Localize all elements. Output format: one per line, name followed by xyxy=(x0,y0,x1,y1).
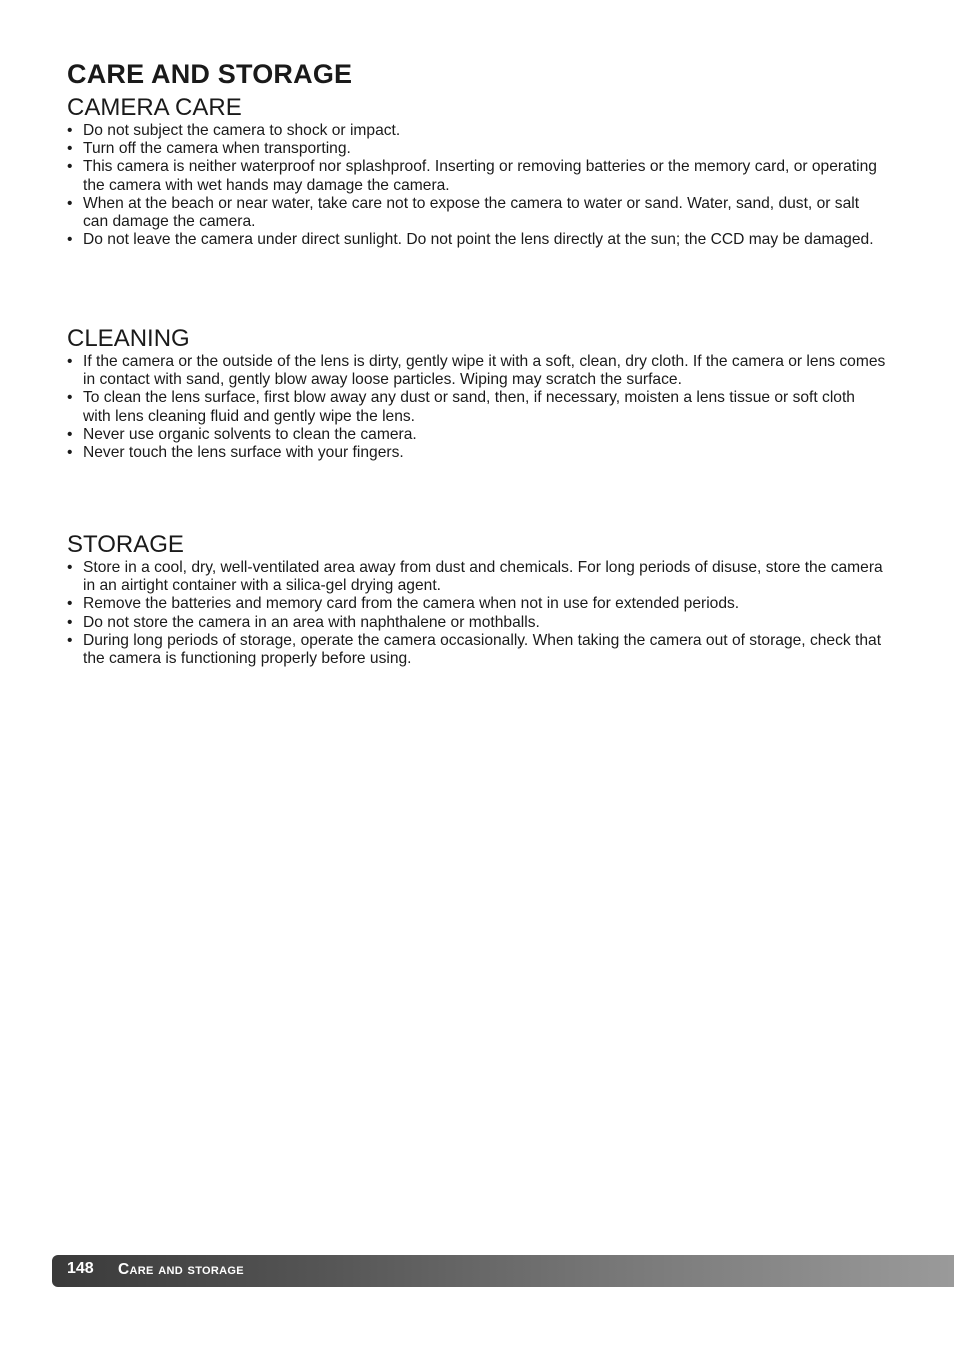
bullet-icon: • xyxy=(67,444,73,462)
list-item: • Do not subject the camera to shock or impact. xyxy=(67,122,401,139)
bullet-icon: • xyxy=(67,425,73,443)
list-item: • Never use organic solvents to clean the camera. xyxy=(67,425,417,443)
list-item: • Turn off the camera when transporting. xyxy=(67,140,351,158)
list-item: • Store in a cool, dry, well-ventilated area away from dust and chemicals. For long periods of disuse, store the camera in an airtight container with a silica-gel drying agent. xyxy=(67,559,883,595)
list-item: • This camera is neither waterproof nor splashproof. Inserting or removing batteries or the memory card, or operating the camera with wet hands may damage the camera. xyxy=(67,158,877,194)
section-camera-care xyxy=(67,94,887,249)
bullet-icon: • xyxy=(67,122,73,139)
list-item: • If the camera or the outside of the lens is dirty, gently wipe it with a soft, clean, dry cloth. If the camera or lens comes in contact with sand, gently blow away loose particles. Wiping may scratch the surface. xyxy=(67,353,886,389)
list-item: • To clean the lens surface, first blow away any dust or sand, then, if necessary, moisten a lens tissue or soft cloth with lens cleaning fluid and gently wipe the lens. xyxy=(67,389,855,425)
bullet-icon: • xyxy=(67,140,73,158)
section-storage xyxy=(67,531,887,668)
bullet-icon: • xyxy=(67,353,73,370)
bullet-icon: • xyxy=(67,158,73,176)
list-item: • Never touch the lens surface with your fingers. xyxy=(67,444,404,462)
bullet-list-camera-care xyxy=(67,122,887,249)
section-cleaning xyxy=(67,325,887,462)
bullet-icon: • xyxy=(67,559,73,576)
bullet-icon: • xyxy=(67,194,73,212)
footer-page-number: 148 xyxy=(67,1260,94,1277)
bullet-icon: • xyxy=(67,613,73,631)
bullet-icon: • xyxy=(67,389,73,407)
page-title: CARE AND STORAGE xyxy=(67,59,353,89)
bullet-icon: • xyxy=(67,631,73,649)
list-item: • Do not store the camera in an area with naphthalene or mothballs. xyxy=(67,613,540,631)
bullet-list-storage xyxy=(67,559,887,668)
bullet-list-cleaning xyxy=(67,353,887,462)
section-heading-cleaning: CLEANING xyxy=(67,325,190,352)
bullet-icon: • xyxy=(67,231,73,249)
list-item: • When at the beach or near water, take care not to expose the camera to water or sand. Water, sand, dust, or salt can damage the camera. xyxy=(67,194,860,231)
section-heading-storage: STORAGE xyxy=(67,531,184,558)
footer-section-label: Care and storage xyxy=(118,1261,244,1278)
list-item: • During long periods of storage, operate the camera occasionally. When taking the camera out of storage, check that the camera is functioning properly before using. xyxy=(67,631,882,668)
list-item: • Remove the batteries and memory card from the camera when not in use for extended periods. xyxy=(67,595,740,613)
bullet-icon: • xyxy=(67,595,73,613)
section-heading-camera-care: CAMERA CARE xyxy=(67,94,242,121)
list-item: • Do not leave the camera under direct sunlight. Do not point the lens directly at the sun; the CCD may be damaged. xyxy=(67,231,874,249)
